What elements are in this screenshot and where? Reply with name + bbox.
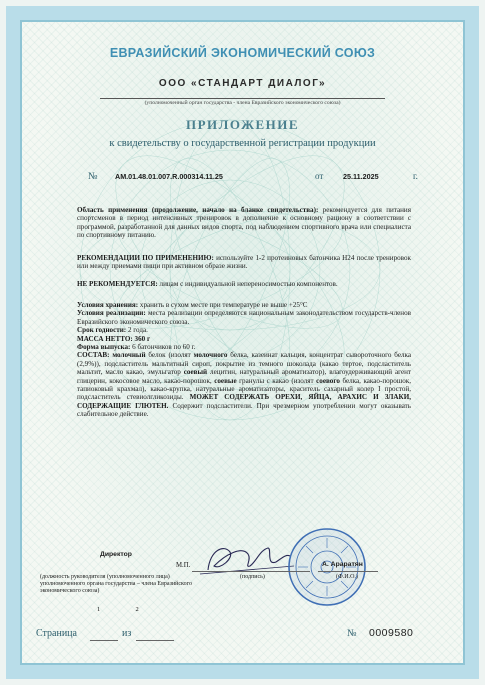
number-sign: № — [88, 171, 98, 182]
composition-part-2: белка, казеинат кальция, концентрат сывороточного белка (2,9%)), подсластитель мальтитный сироп, покрытие из темного шоколада (какао тертое, подсластитель мальтит, масло какао, эмульгатор — [77, 351, 412, 377]
serial-sign: № — [347, 628, 357, 639]
composition-part-5: белка, какао-порошок, тапиоковый крахмал), какао-крупка, натуральные ароматизаторы, краситель сахарный колер I простой, подсластитель стевиолгликозиды. — [77, 376, 411, 402]
page-number-line — [90, 640, 118, 641]
director-title: Директор — [100, 551, 132, 558]
sale-line — [77, 309, 411, 326]
storage-text: хранить в сухом месте при температуре не выше +25°С — [138, 301, 308, 309]
product-details — [77, 301, 411, 419]
serial-number: 0009580 — [369, 627, 414, 639]
document-subtitle: к свидетельству о государственной регистрации продукции — [109, 138, 376, 149]
shelf-life-text: 2 года. — [126, 326, 148, 335]
certificate-number-line — [60, 171, 425, 187]
date-from-word: от — [315, 171, 324, 181]
sale-text: места реализации определяются национальным законодательством государств-членов Евразийского экономического союза. — [77, 309, 411, 326]
position-caption: (должность руководителя (уполномоченного лица) уполномоченного органа государства – члена Евразийского экономического союза) — [40, 574, 192, 595]
area-label: Область применения (продолжение, начало на бланке свидетельства): — [77, 206, 319, 214]
signature-line — [192, 571, 310, 572]
not-recommended — [77, 280, 411, 288]
union-header: ЕВРАЗИЙСКИЙ ЭКОНОМИЧЕСКИЙ СОЮЗ — [109, 46, 376, 60]
page-label: Страница — [36, 628, 77, 639]
form-label: Форма выпуска: — [77, 343, 131, 352]
area-text: рекомендуется для питания спортсменов в период интенсивных тренировок в дополнение к основному рациону в соответствии с программой, разработанной для данных видов спорта, под наблюдением спортивного врача или специалиста по спортивному питанию. — [77, 206, 411, 240]
not-recommended-label: НЕ РЕКОМЕНДУЕТСЯ: — [77, 280, 158, 288]
allergen-warning: МОЖЕТ СОДЕРЖАТЬ ОРЕХИ, ЯЙЦА, АРАХИС И ЗЛАКИ, СОДЕРЖАЩИЕ ГЛЮТЕН. — [77, 393, 411, 410]
composition-part-3: лецитин, натуральный ароматизатор), влагоудерживающий агент глицерин, кокосовое масло, какао-порошок, — [77, 368, 412, 385]
composition-part-4: гранулы с какао (изолят — [236, 376, 317, 385]
storage-line — [77, 301, 411, 309]
laxative-warning: Содержит подсластители. При чрезмерном употреблении могут оказывать слабительное действие. — [77, 401, 411, 419]
allergen-milk-2: молочного — [193, 351, 228, 360]
storage-label: Условия хранения: — [77, 301, 139, 309]
recommendations-label: РЕКОМЕНДАЦИИ ПО ПРИМЕНЕНИЮ: — [77, 254, 214, 262]
name-caption: (Ф.И.О.) — [336, 574, 358, 580]
form-line — [77, 343, 411, 351]
area-of-use — [77, 206, 411, 240]
signature-caption: (подпись) — [240, 574, 265, 580]
footnote-2: 2 — [135, 606, 139, 613]
allergen-soy-3: соевого — [316, 376, 340, 385]
page-footer — [36, 628, 456, 642]
organization-caption: (уполномоченный орган государства - члена Евразийского экономического союза) — [100, 98, 385, 106]
composition-part-1: белок (изолят — [145, 351, 194, 360]
year-word: г. — [413, 171, 418, 181]
page-of-label: из — [122, 628, 132, 639]
name-line — [318, 571, 378, 572]
certificate-number: AM.01.48.01.007.R.000314.11.25 — [115, 172, 223, 181]
footnote-1: 1 — [97, 606, 101, 613]
composition-label: СОСТАВ: — [77, 351, 110, 360]
recommendations-text: используйте 1-2 протеиновых батончика H24 после тренировок или между приемами пищи при активном образе жизни. — [77, 254, 411, 271]
not-recommended-text: лицам с индивидуальной непереносимостью компонентов. — [157, 280, 338, 288]
page-total-line — [136, 640, 174, 641]
composition — [77, 351, 411, 418]
certificate-date: 25.11.2025 — [343, 172, 379, 181]
recommendations — [77, 254, 411, 271]
stamp-place-mark: М.П. — [176, 562, 191, 569]
signature-footnote-numbers — [97, 606, 139, 613]
organization-name: ООО «СТАНДАРТ ДИАЛОГ» — [158, 78, 327, 89]
net-mass-line: МАССА НЕТТО: 360 г — [77, 334, 151, 343]
form-text: 6 батончиков по 60 г. — [130, 343, 196, 352]
allergen-soy: соевый — [183, 368, 208, 377]
shelf-life-label: Срок годности: — [77, 326, 127, 335]
signatory-name: А. Араратян — [322, 561, 363, 568]
shelf-life-line — [77, 326, 411, 334]
sale-label: Условия реализации: — [77, 309, 146, 318]
allergen-milk: молочный — [112, 351, 146, 360]
document-title: ПРИЛОЖЕНИЕ — [185, 117, 300, 132]
allergen-soy-2: соевые — [214, 376, 237, 385]
